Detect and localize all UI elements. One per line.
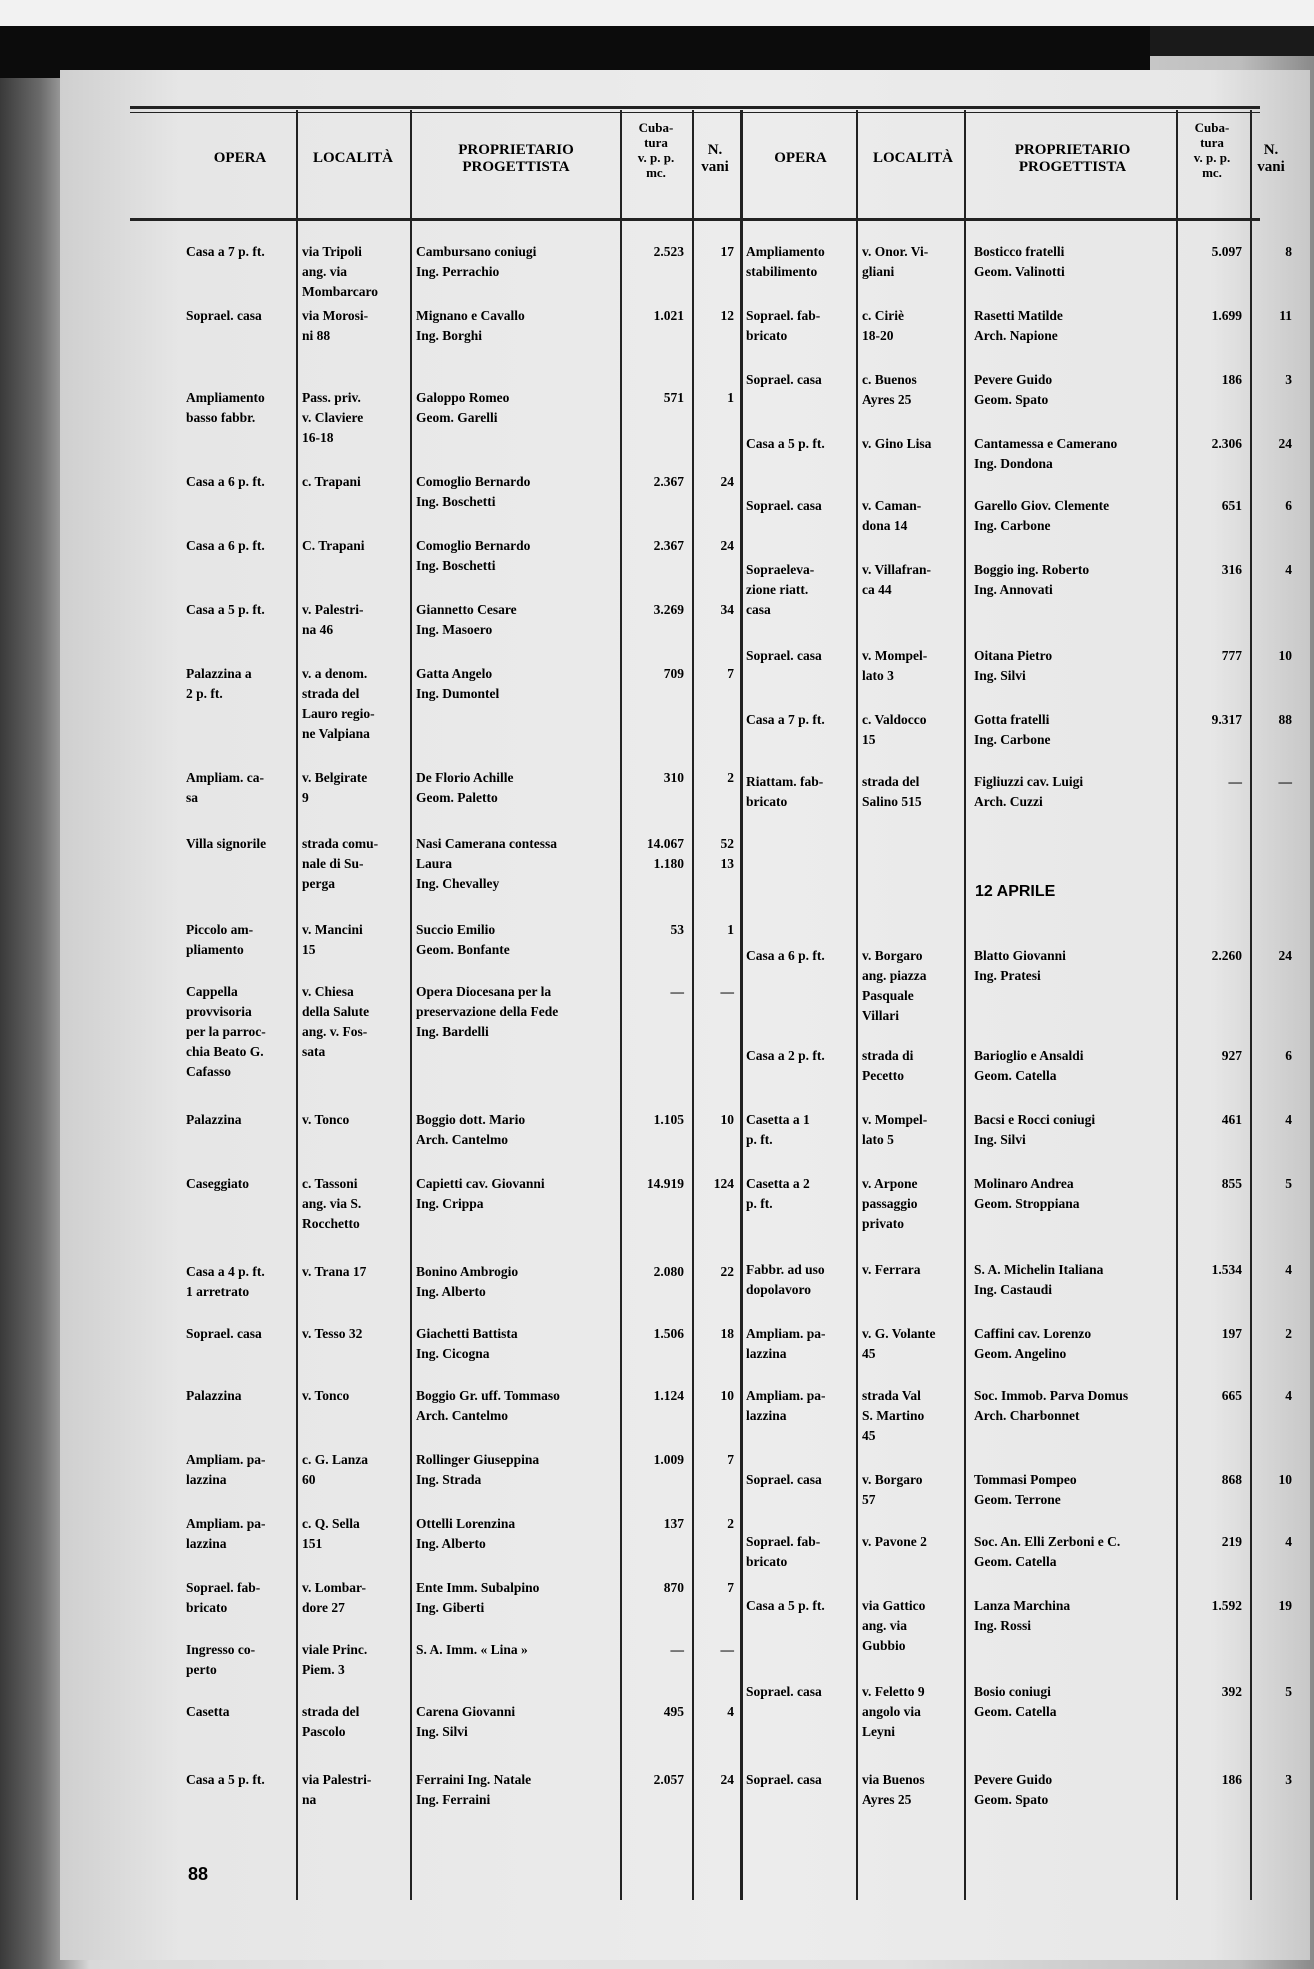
right-cell-vani: 4	[1285, 1534, 1292, 1549]
left-cell-opera: Ingresso co- perto	[186, 1642, 256, 1677]
right-cell-proprietario: Blatto Giovanni Ing. Pratesi	[974, 948, 1066, 983]
left-cell-vani: 24	[720, 538, 734, 553]
left-cell-proprietario: Gatta Angelo Ing. Dumontel	[416, 666, 500, 701]
left-cell-proprietario: Ottelli Lorenzina Ing. Alberto	[416, 1516, 516, 1551]
right-cell-cubatura: 2.260	[1211, 948, 1242, 963]
right-cell-vani: 24	[1278, 948, 1292, 963]
right-cell-vani: 10	[1278, 1472, 1292, 1487]
top-rule	[130, 106, 1260, 109]
right-cell-vani: 4	[1285, 1112, 1292, 1127]
left-cell-cubatura: 1.124	[653, 1388, 684, 1403]
left-cell-cubatura: 571	[663, 390, 684, 405]
right-cell-vani: 24	[1278, 436, 1292, 451]
right-cell-localita: strada del Salino 515	[862, 774, 922, 809]
top-rule-thin	[130, 112, 1260, 113]
left-cell-proprietario: Nasi Camerana contessa Laura Ing. Chevalley	[416, 836, 557, 891]
left-cell-proprietario: Mignano e Cavallo Ing. Borghi	[416, 308, 525, 343]
left-cell-cubatura: 2.367	[653, 474, 684, 489]
right-cell-opera: Casetta a 1 p. ft.	[746, 1112, 810, 1147]
left-cell-opera: Cappella provvisoria per la parroc- chia Beato G. Cafasso	[186, 984, 266, 1079]
right-cell-proprietario: Caffini cav. Lorenzo Geom. Angelino	[974, 1326, 1092, 1361]
left-cell-vani: 2	[727, 770, 734, 785]
left-cell-localita: v. Tonco	[302, 1112, 350, 1127]
left-cell-vani: 10	[720, 1388, 734, 1403]
right-cell-localita: v. Caman- dona 14	[862, 498, 922, 533]
right-cell-proprietario: Cantamessa e Camerano Ing. Dondona	[974, 436, 1118, 471]
left-cell-cubatura: 53	[670, 922, 684, 937]
right-cell-opera: Casa a 5 p. ft.	[746, 436, 825, 451]
left-cell-proprietario: Galoppo Romeo Geom. Garelli	[416, 390, 510, 425]
left-header-cubatura: Cuba- tura v. p. p. mc.	[637, 120, 675, 180]
left-cell-proprietario: Carena Giovanni Ing. Silvi	[416, 1704, 516, 1739]
left-cell-cubatura: 870	[663, 1580, 684, 1595]
left-header-proprietario: PROPRIETARIO PROGETTISTA	[458, 142, 574, 175]
right-cell-cubatura: 1.699	[1211, 308, 1242, 323]
right-cell-proprietario: Soc. Immob. Parva Domus Arch. Charbonnet	[974, 1388, 1129, 1423]
left-cell-opera: Casa a 4 p. ft. 1 arretrato	[186, 1264, 265, 1299]
right-cell-proprietario: Lanza Marchina Ing. Rossi	[974, 1598, 1071, 1633]
left-cell-opera: Casetta	[186, 1704, 230, 1719]
right-cell-localita: v. Feletto 9 angolo via Leyni	[862, 1684, 925, 1739]
right-cell-localita: strada Val S. Martino 45	[862, 1388, 925, 1443]
left-cell-cubatura: 2.367	[653, 538, 684, 553]
right-cell-proprietario: Bacsi e Rocci coniugi Ing. Silvi	[974, 1112, 1096, 1147]
left-cell-proprietario: Ente Imm. Subalpino Ing. Giberti	[416, 1580, 540, 1615]
left-cell-vani: 2	[727, 1516, 734, 1531]
right-cell-localita: v. Villafran- ca 44	[862, 562, 932, 597]
left-cell-vani: 22	[720, 1264, 734, 1279]
left-cell-proprietario: Boggio dott. Mario Arch. Cantelmo	[416, 1112, 526, 1147]
right-cell-cubatura: 219	[1221, 1534, 1242, 1549]
left-cell-cubatura: 709	[663, 666, 684, 681]
left-cell-localita: v. Belgirate 9	[302, 770, 368, 805]
right-cell-localita: c. Ciriè 18-20	[862, 308, 904, 343]
left-cell-cubatura: 1.506	[653, 1326, 684, 1341]
right-cell-vani: 4	[1285, 562, 1292, 577]
right-cell-cubatura: 392	[1221, 1684, 1242, 1699]
right-cell-vani: 8	[1285, 244, 1292, 259]
right-cell-cubatura: —	[1228, 774, 1242, 789]
scan-dark-band-right	[1150, 26, 1314, 56]
right-cell-proprietario: Molinaro Andrea Geom. Stroppiana	[974, 1176, 1080, 1211]
right-cell-opera: Ampliam. pa- lazzina	[746, 1388, 826, 1423]
right-cell-proprietario: Tommasi Pompeo Geom. Terrone	[974, 1472, 1077, 1507]
left-cell-vani: 4	[727, 1704, 734, 1719]
right-cell-localita: strada di Pecetto	[862, 1048, 914, 1083]
right-col-divider-2	[964, 110, 966, 1900]
left-cell-vani: 17	[720, 244, 734, 259]
right-cell-cubatura: 461	[1221, 1112, 1242, 1127]
right-cell-cubatura: 868	[1221, 1472, 1242, 1487]
right-cell-opera: Soprael. casa	[746, 498, 822, 513]
left-cell-cubatura: 310	[663, 770, 684, 785]
right-cell-cubatura: 316	[1221, 562, 1242, 577]
left-cell-vani: 10	[720, 1112, 734, 1127]
right-cell-opera: Sopraeleva- zione riatt. casa	[746, 562, 815, 617]
left-cell-localita: v. Chiesa della Salute ang. v. Fos- sata	[302, 984, 370, 1059]
right-cell-proprietario: Boggio ing. Roberto Ing. Annovati	[974, 562, 1090, 597]
left-cell-cubatura: 1.021	[653, 308, 684, 323]
right-cell-cubatura: 197	[1221, 1326, 1242, 1341]
right-cell-vani: 19	[1278, 1598, 1292, 1613]
page-number: 88	[188, 1864, 209, 1884]
right-cell-opera: Soprael. fab- bricato	[746, 308, 821, 343]
right-cell-localita: via Buenos Ayres 25	[862, 1772, 925, 1807]
left-cell-localita: C. Trapani	[302, 538, 365, 553]
right-cell-localita: v. Pavone 2	[862, 1534, 927, 1549]
right-cell-cubatura: 777	[1221, 648, 1242, 663]
left-cell-localita: viale Princ. Piem. 3	[302, 1642, 368, 1677]
left-cell-cubatura: 2.523	[653, 244, 684, 259]
right-header-localita: LOCALITÀ	[872, 150, 954, 166]
left-cell-opera: Ampliamento basso fabbr.	[186, 390, 265, 425]
left-col-divider-1	[296, 110, 298, 1900]
right-cell-opera: Soprael. casa	[746, 1472, 822, 1487]
right-cell-vani: 10	[1278, 648, 1292, 663]
right-cell-localita: v. Onor. Vi- gliani	[862, 244, 929, 279]
right-cell-opera: Fabbr. ad uso dopolavoro	[746, 1262, 825, 1297]
left-cell-cubatura: 14.919	[646, 1176, 684, 1191]
left-cell-localita: v. Trana 17	[302, 1264, 367, 1279]
left-col-divider-2	[410, 110, 412, 1900]
left-cell-proprietario: Giannetto Cesare Ing. Masoero	[416, 602, 517, 637]
scan-top-margin	[0, 0, 1314, 26]
right-header-opera: OPERA	[774, 150, 827, 166]
left-cell-proprietario: Opera Diocesana per la preservazione della Fede Ing. Bardelli	[416, 984, 559, 1039]
right-cell-opera: Soprael. fab- bricato	[746, 1534, 821, 1569]
right-cell-localita: v. Gino Lisa	[862, 436, 932, 451]
right-cell-cubatura: 186	[1221, 372, 1242, 387]
left-cell-opera: Villa signorile	[186, 836, 267, 851]
right-cell-cubatura: 651	[1221, 498, 1242, 513]
left-cell-proprietario: Comoglio Bernardo Ing. Boschetti	[416, 474, 531, 509]
right-cell-vani: 4	[1285, 1388, 1292, 1403]
left-cell-vani: 7	[727, 666, 734, 681]
left-col-divider-3	[620, 110, 622, 1900]
left-cell-localita: v. a denom. strada del Lauro regio- ne Valpiana	[302, 666, 375, 741]
left-cell-cubatura: 1.009	[653, 1452, 684, 1467]
left-cell-proprietario: Comoglio Bernardo Ing. Boschetti	[416, 538, 531, 573]
center-divider	[740, 110, 743, 1900]
left-header-localita: LOCALITÀ	[312, 150, 394, 166]
right-cell-proprietario: Oitana Pietro Ing. Silvi	[974, 648, 1053, 683]
right-cell-vani: 2	[1285, 1326, 1292, 1341]
left-cell-opera: Casa a 5 p. ft.	[186, 1772, 265, 1787]
left-cell-proprietario: Succio Emilio Geom. Bonfante	[416, 922, 510, 957]
right-cell-vani: 11	[1279, 308, 1292, 323]
left-cell-localita: via Palestri- na	[302, 1772, 372, 1807]
left-header-opera: OPERA	[213, 150, 267, 166]
right-cell-proprietario: Gotta fratelli Ing. Carbone	[974, 712, 1051, 747]
left-cell-localita: c. Q. Sella 151	[302, 1516, 360, 1551]
right-cell-proprietario: Barioglio e Ansaldi Geom. Catella	[974, 1048, 1084, 1083]
left-cell-opera: Ampliam. ca- sa	[186, 770, 264, 805]
left-cell-cubatura: —	[670, 984, 684, 999]
left-cell-proprietario: Bonino Ambrogio Ing. Alberto	[416, 1264, 519, 1299]
left-cell-proprietario: Boggio Gr. uff. Tommaso Arch. Cantelmo	[416, 1388, 560, 1423]
right-cell-cubatura: 2.306	[1211, 436, 1242, 451]
right-col-divider-3	[1176, 110, 1178, 1900]
left-cell-localita: c. G. Lanza 60	[302, 1452, 368, 1487]
date-heading: 12 APRILE	[975, 883, 1056, 900]
left-cell-proprietario: S. A. Imm. « Lina »	[416, 1642, 528, 1657]
right-cell-opera: Soprael. casa	[746, 1772, 822, 1787]
right-cell-localita: v. G. Volante 45	[862, 1326, 936, 1361]
left-cell-proprietario: Cambursano coniugi Ing. Perrachio	[416, 244, 537, 279]
left-cell-cubatura: —	[670, 1642, 684, 1657]
left-cell-opera: Casa a 6 p. ft.	[186, 474, 265, 489]
right-cell-cubatura: 186	[1221, 1772, 1242, 1787]
right-header-vani: N. vani	[1257, 142, 1285, 175]
left-cell-vani: 18	[720, 1326, 734, 1341]
left-cell-opera: Palazzina	[186, 1112, 242, 1127]
left-cell-opera: Soprael. casa	[186, 1326, 262, 1341]
right-cell-localita: v. Ferrara	[862, 1262, 921, 1277]
left-cell-opera: Casa a 7 p. ft.	[186, 244, 265, 259]
left-cell-proprietario: Rollinger Giuseppina Ing. Strada	[416, 1452, 540, 1487]
right-cell-opera: Casetta a 2 p. ft.	[746, 1176, 810, 1211]
right-cell-localita: v. Mompel- lato 3	[862, 648, 928, 683]
left-cell-cubatura: 137	[663, 1516, 684, 1531]
left-cell-vani: 1	[727, 922, 734, 937]
left-cell-localita: v. Mancini 15	[302, 922, 363, 957]
left-cell-opera: Soprael. casa	[186, 308, 262, 323]
right-cell-opera: Soprael. casa	[746, 648, 822, 663]
right-cell-cubatura: 927	[1221, 1048, 1242, 1063]
right-cell-localita: v. Borgaro 57	[862, 1472, 923, 1507]
right-cell-proprietario: Bosio coniugi Geom. Catella	[974, 1684, 1057, 1719]
right-cell-vani: 6	[1285, 498, 1292, 513]
right-cell-proprietario: Pevere Guido Geom. Spato	[974, 1772, 1053, 1807]
left-cell-proprietario: De Florio Achille Geom. Paletto	[416, 770, 514, 805]
left-cell-localita: Pass. priv. v. Claviere 16-18	[302, 390, 364, 445]
right-cell-opera: Casa a 7 p. ft.	[746, 712, 825, 727]
right-cell-proprietario: Soc. An. Elli Zerboni e C. Geom. Catella	[974, 1534, 1121, 1569]
left-cell-cubatura: 2.057	[653, 1772, 684, 1787]
right-cell-cubatura: 665	[1221, 1388, 1242, 1403]
left-cell-vani: —	[720, 1642, 734, 1657]
left-cell-localita: strada del Pascolo	[302, 1704, 360, 1739]
left-cell-opera: Piccolo am- pliamento	[186, 922, 254, 957]
left-cell-opera: Ampliam. pa- lazzina	[186, 1516, 266, 1551]
left-cell-opera: Casa a 6 p. ft.	[186, 538, 265, 553]
left-cell-localita: c. Tassoni ang. via S. Rocchetto	[302, 1176, 362, 1231]
left-cell-vani: 52 13	[720, 836, 734, 871]
left-cell-localita: v. Palestri- na 46	[302, 602, 364, 637]
right-cell-opera: Riattam. fab- bricato	[746, 774, 824, 809]
right-cell-proprietario: Garello Giov. Clemente Ing. Carbone	[974, 498, 1110, 533]
left-cell-cubatura: 14.067 1.180	[646, 836, 684, 871]
right-cell-localita: v. Arpone passaggio privato	[862, 1176, 918, 1231]
left-cell-vani: 1	[727, 390, 734, 405]
right-header-proprietario: PROPRIETARIO PROGETTISTA	[1014, 142, 1131, 175]
right-cell-proprietario: S. A. Michelin Italiana Ing. Castaudi	[974, 1262, 1104, 1297]
left-col-divider-4	[692, 110, 694, 1900]
left-cell-localita: strada comu- nale di Su- perga	[302, 836, 379, 891]
right-cell-opera: Casa a 6 p. ft.	[746, 948, 825, 963]
right-cell-opera: Ampliamento stabilimento	[746, 244, 825, 279]
right-cell-cubatura: 1.534	[1211, 1262, 1242, 1277]
right-cell-proprietario: Pevere Guido Geom. Spato	[974, 372, 1053, 407]
right-cell-vani: 5	[1285, 1684, 1292, 1699]
left-cell-localita: c. Trapani	[302, 474, 361, 489]
right-cell-vani: —	[1278, 774, 1292, 789]
left-cell-opera: Caseggiato	[186, 1176, 249, 1191]
right-cell-localita: c. Valdocco 15	[862, 712, 927, 747]
left-cell-vani: 124	[713, 1176, 734, 1191]
right-cell-localita: via Gattico ang. via Gubbio	[862, 1598, 926, 1653]
right-cell-opera: Ampliam. pa- lazzina	[746, 1326, 826, 1361]
right-cell-vani: 5	[1285, 1176, 1292, 1191]
right-col-divider-1	[856, 110, 858, 1900]
right-cell-vani: 4	[1285, 1262, 1292, 1277]
left-cell-proprietario: Capietti cav. Giovanni Ing. Crippa	[416, 1176, 545, 1211]
right-cell-opera: Casa a 5 p. ft.	[746, 1598, 825, 1613]
right-cell-opera: Soprael. casa	[746, 1684, 822, 1699]
left-cell-vani: 12	[720, 308, 734, 323]
right-cell-localita: v. Mompel- lato 5	[862, 1112, 928, 1147]
right-header-cubatura: Cuba- tura v. p. p. mc.	[1193, 120, 1231, 180]
left-cell-opera: Casa a 5 p. ft.	[186, 602, 265, 617]
left-cell-cubatura: 1.105	[653, 1112, 684, 1127]
right-cell-cubatura: 5.097	[1211, 244, 1242, 259]
left-cell-proprietario: Giachetti Battista Ing. Cicogna	[416, 1326, 518, 1361]
right-cell-vani: 88	[1278, 712, 1292, 727]
left-cell-cubatura: 495	[663, 1704, 684, 1719]
left-cell-localita: v. Lombar- dore 27	[302, 1580, 366, 1615]
left-cell-vani: —	[720, 984, 734, 999]
right-cell-proprietario: Rasetti Matilde Arch. Napione	[974, 308, 1063, 343]
right-cell-opera: Soprael. casa	[746, 372, 822, 387]
left-cell-cubatura: 3.269	[653, 602, 684, 617]
right-cell-cubatura: 1.592	[1211, 1598, 1242, 1613]
right-cell-opera: Casa a 2 p. ft.	[746, 1048, 825, 1063]
left-cell-localita: v. Tesso 32	[302, 1326, 363, 1341]
right-cell-cubatura: 9.317	[1211, 712, 1242, 727]
left-cell-localita: v. Tonco	[302, 1388, 350, 1403]
left-cell-opera: Soprael. fab- bricato	[186, 1580, 261, 1615]
right-cell-proprietario: Bosticco fratelli Geom. Valinotti	[974, 244, 1065, 279]
right-cell-vani: 3	[1285, 372, 1292, 387]
left-cell-vani: 7	[727, 1580, 734, 1595]
right-cell-localita: v. Borgaro ang. piazza Pasquale Villari	[862, 948, 927, 1023]
left-cell-localita: via Tripoli ang. via Mombarcaro	[302, 244, 378, 299]
left-cell-vani: 7	[727, 1452, 734, 1467]
left-cell-localita: via Morosi- ni 88	[302, 308, 369, 343]
right-cell-proprietario: Figliuzzi cav. Luigi Arch. Cuzzi	[974, 774, 1084, 809]
left-cell-proprietario: Ferraini Ing. Natale Ing. Ferraini	[416, 1772, 532, 1807]
left-cell-vani: 24	[720, 474, 734, 489]
left-header-vani: N. vani	[701, 142, 729, 175]
left-cell-cubatura: 2.080	[653, 1264, 684, 1279]
right-cell-vani: 3	[1285, 1772, 1292, 1787]
left-cell-vani: 34	[720, 602, 734, 617]
left-cell-opera: Ampliam. pa- lazzina	[186, 1452, 266, 1487]
left-cell-opera: Palazzina a 2 p. ft.	[186, 666, 252, 701]
header-rule	[130, 218, 1260, 221]
right-cell-vani: 6	[1285, 1048, 1292, 1063]
right-cell-cubatura: 855	[1221, 1176, 1242, 1191]
left-cell-vani: 24	[720, 1772, 734, 1787]
right-cell-localita: c. Buenos Ayres 25	[862, 372, 917, 407]
left-cell-opera: Palazzina	[186, 1388, 242, 1403]
